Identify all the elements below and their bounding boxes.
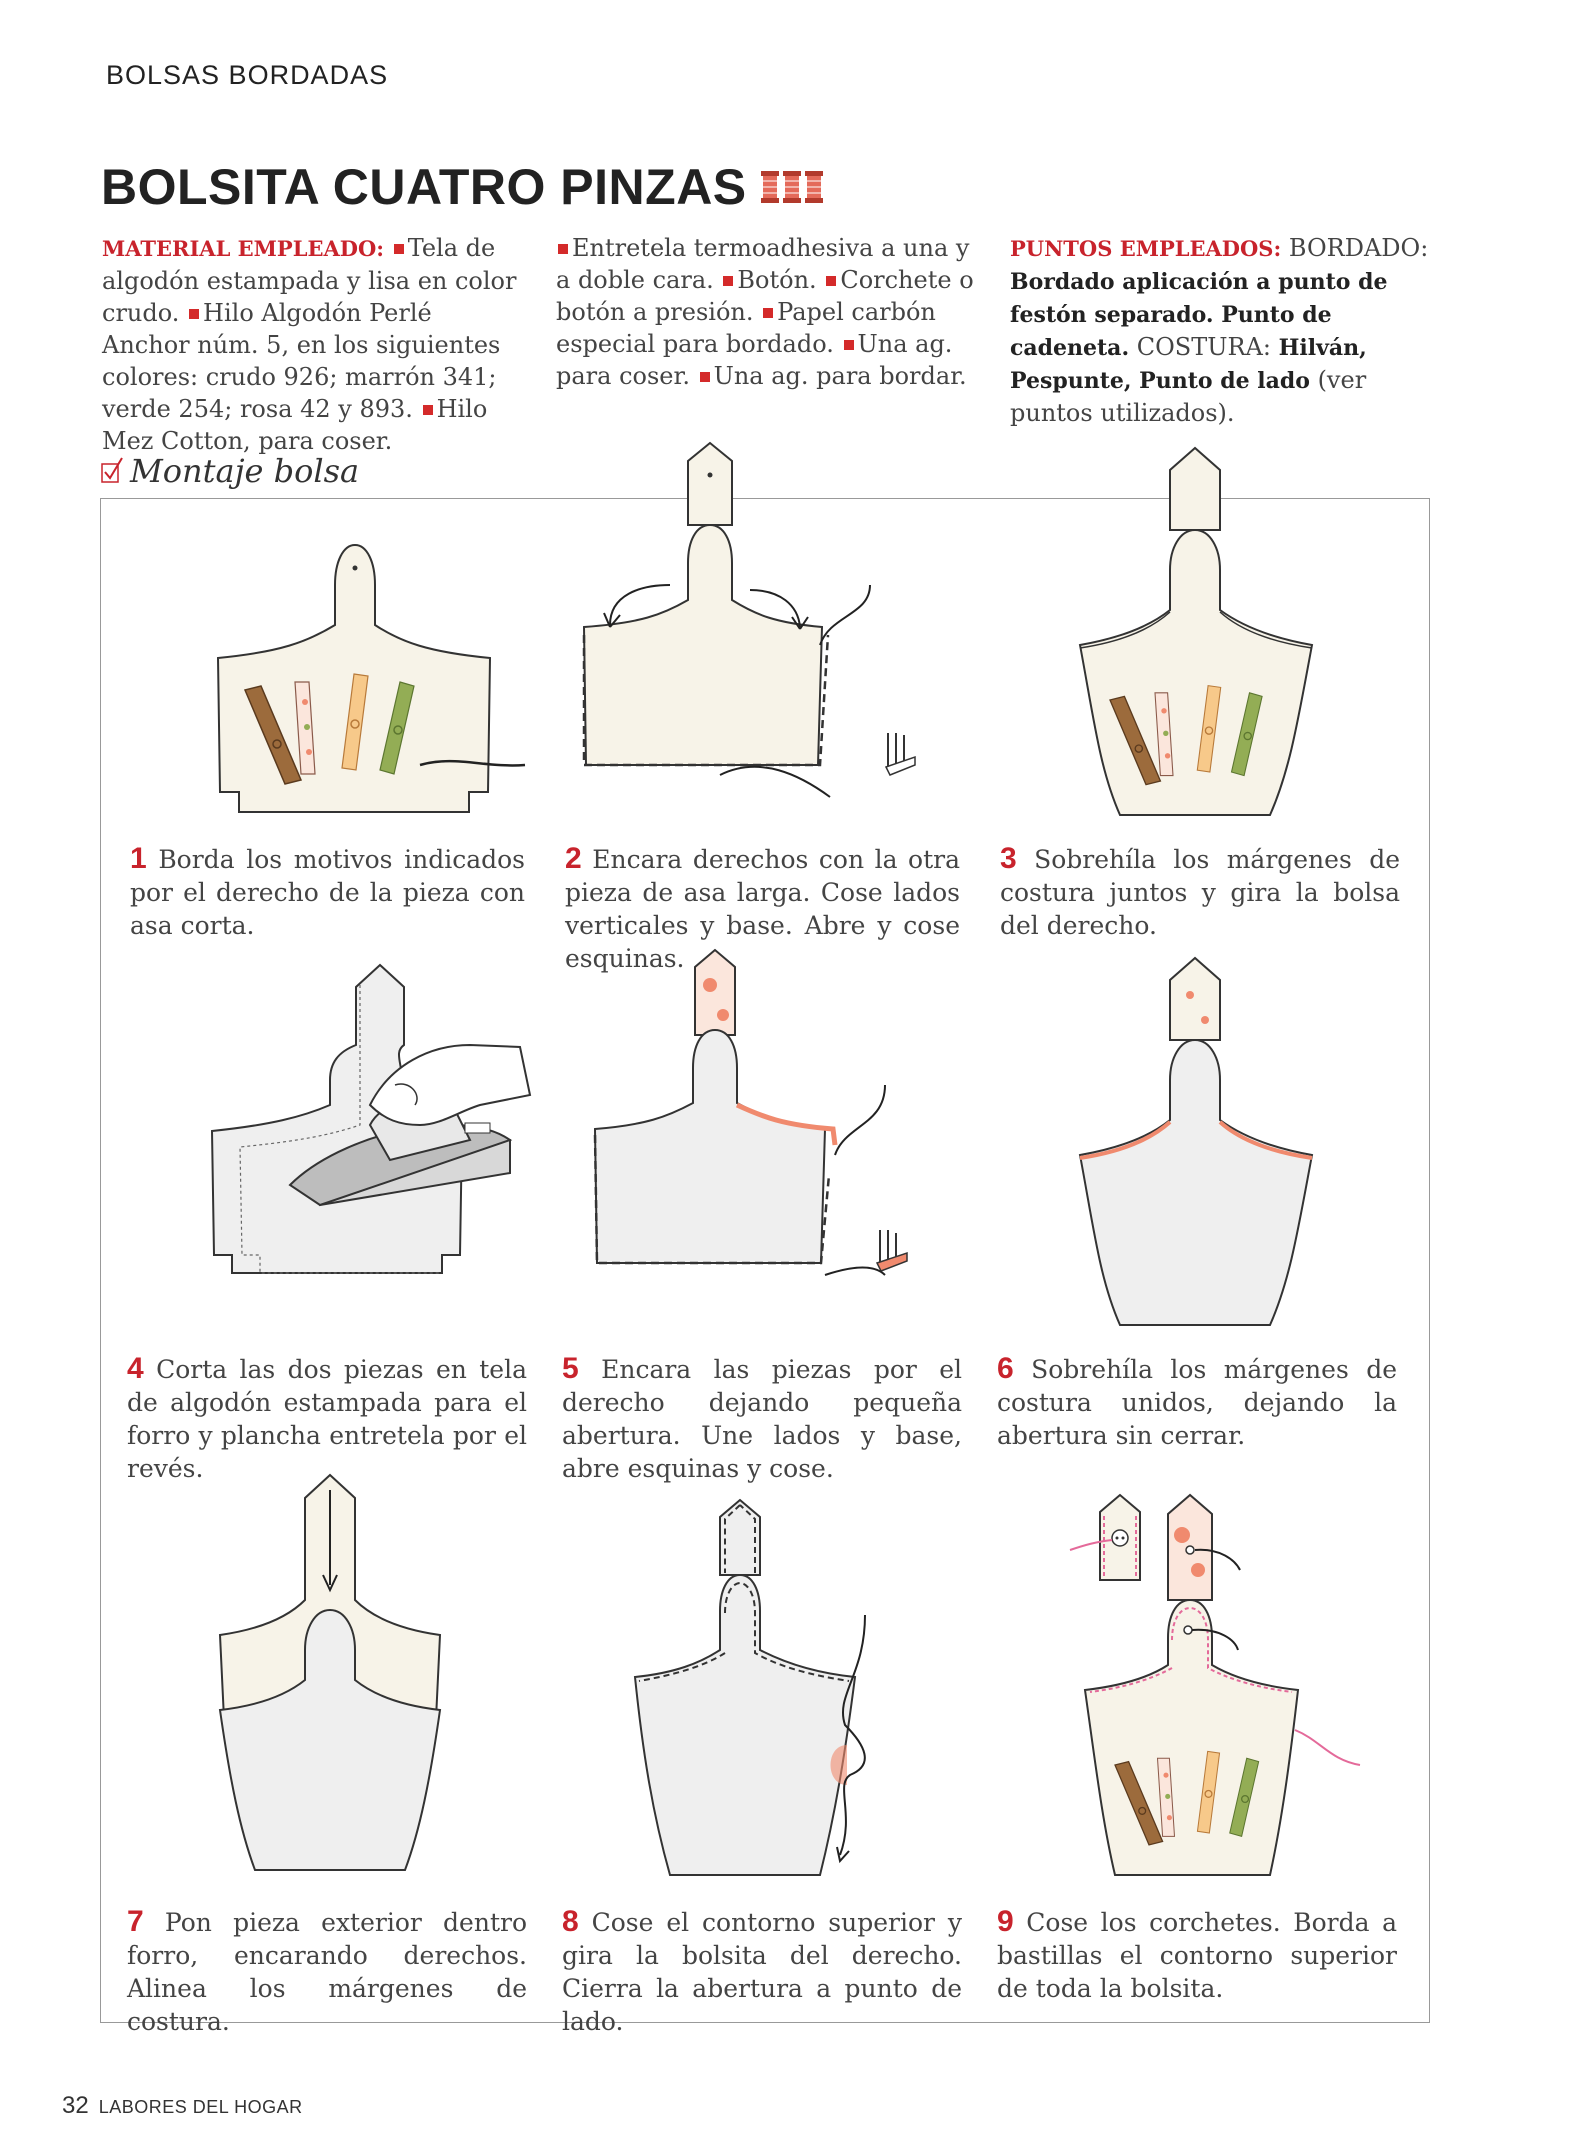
step-4-illustration: [210, 955, 540, 1340]
stitches-label: PUNTOS EMPLEADOS:: [1010, 236, 1282, 261]
step-description: Sobrehíla los márgenes de costura unidos, dejando la abertura sin cerrar.: [997, 1355, 1397, 1450]
material-item: Hilo Algodón Perlé Anchor núm. 5, en los siguientes colores: crudo 926; marrón 341; verde 254; rosa 42 y 893.: [102, 299, 501, 423]
step-3-illustration: [1080, 440, 1380, 830]
materials-label: MATERIAL EMPLEADO:: [102, 236, 385, 261]
sewing-stitches: Hilván, Pespunte, Punto de lado: [1010, 335, 1367, 394]
difficulty-spools-icon: [761, 170, 825, 204]
step-9-illustration: [1070, 1490, 1400, 1890]
step-8-text: [562, 1905, 962, 2038]
material-item: Una ag. para bordar.: [713, 362, 967, 390]
material-item: Una ag. para coser.: [556, 330, 953, 390]
step-number: 5: [562, 1352, 579, 1385]
step-5-text: [562, 1352, 962, 1485]
material-item: Botón.: [737, 266, 817, 294]
step-number: 9: [997, 1905, 1014, 1938]
page-title: BOLSITA CUATRO PINZAS: [101, 159, 747, 215]
step-1-text: [130, 842, 525, 942]
assembly-heading: [100, 452, 359, 490]
step-number: 7: [127, 1905, 144, 1938]
embroidery-label: BORDADO:: [1288, 234, 1429, 262]
step-description: Cose el contorno superior y gira la bolsita del derecho. Cierra la abertura a punto de lado.: [562, 1908, 962, 2036]
step-number: 2: [565, 842, 582, 875]
step-number: 1: [130, 842, 147, 875]
section-tag: BOLSAS BORDADAS: [106, 60, 389, 90]
step-5-illustration: [585, 945, 965, 1335]
checkbox-icon: [100, 456, 124, 486]
page-footer: [62, 2092, 303, 2120]
page-number: 32: [62, 2092, 89, 2119]
step-number: 3: [1000, 842, 1017, 875]
stitches-note: (ver puntos utilizados).: [1010, 366, 1367, 427]
material-item: Tela de algodón estampada y lisa en color crudo.: [102, 234, 517, 327]
step-4-text: [127, 1352, 527, 1485]
step-6-text: [997, 1352, 1397, 1452]
stitches-column: [1010, 232, 1435, 429]
step-number: 4: [127, 1352, 144, 1385]
step-1-illustration: [215, 530, 545, 830]
step-8-illustration: [625, 1495, 925, 1890]
assembly-title: Montaje bolsa: [130, 452, 360, 490]
magazine-name: LABORES DEL HOGAR: [98, 2097, 303, 2117]
step-3-text: [1000, 842, 1400, 942]
step-description: Encara derechos con la otra pieza de asa larga. Cose lados verticales y base. Abre y cose esquinas.: [565, 845, 960, 973]
embroidery-stitches: Bordado aplicación a punto de festón separado. Punto de cadeneta.: [1010, 269, 1388, 361]
material-item: Hilo Mez Cotton, para coser.: [102, 395, 488, 455]
step-2-illustration: [570, 435, 950, 835]
step-description: Encara las piezas por el derecho dejando pequeña abertura. Une lados y base, abre esquinas y cose.: [562, 1355, 963, 1483]
title-row: [101, 158, 825, 216]
materials-column-2: [556, 232, 976, 392]
step-number: 8: [562, 1905, 579, 1938]
step-number: 6: [997, 1352, 1014, 1385]
materials-column-1: [102, 232, 522, 457]
sewing-label: COSTURA:: [1136, 333, 1271, 361]
material-item: Corchete o botón a presión.: [556, 266, 974, 326]
step-description: Cose los corchetes. Borda a bastillas el contorno superior de toda la bolsita.: [997, 1908, 1397, 2003]
material-item: Entretela termoadhesiva a una y a doble cara.: [556, 234, 970, 294]
step-9-text: [997, 1905, 1397, 2005]
material-item: Papel carbón especial para bordado.: [556, 298, 936, 358]
step-6-illustration: [1080, 950, 1380, 1335]
step-description: Pon pieza exterior dentro forro, encarando derechos. Alinea los márgenes de costura.: [127, 1908, 527, 2036]
step-description: Corta las dos piezas en tela de algodón estampada para el forro y plancha entretela por el revés.: [127, 1355, 527, 1483]
step-description: Borda los motivos indicados por el derecho de la pieza con asa corta.: [130, 845, 525, 940]
step-7-illustration: [215, 1470, 475, 1890]
step-description: Sobrehíla los márgenes de costura juntos y gira la bolsa del derecho.: [1000, 845, 1400, 940]
step-7-text: [127, 1905, 527, 2038]
